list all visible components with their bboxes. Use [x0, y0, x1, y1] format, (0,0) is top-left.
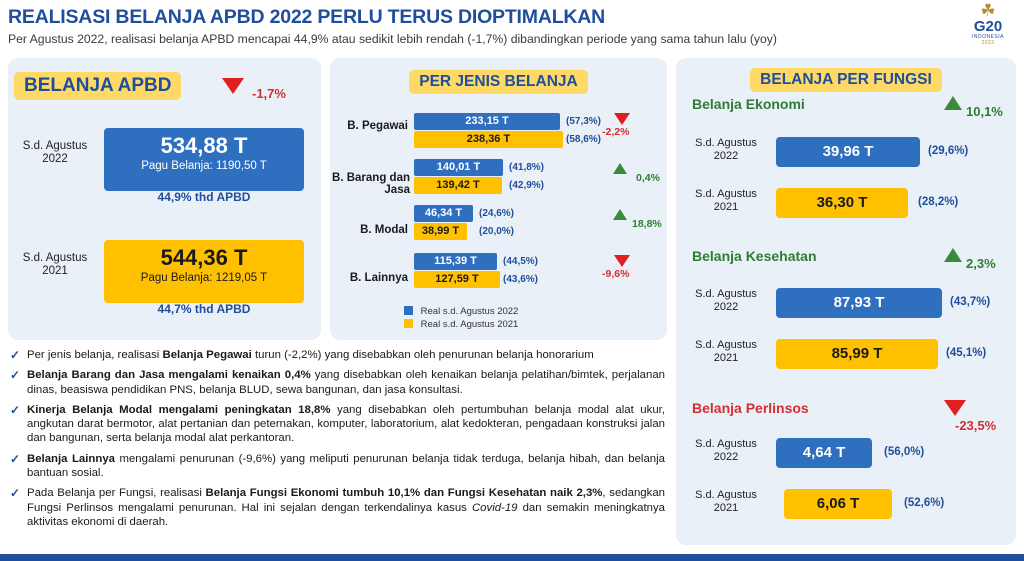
perlinsos-label-2022: S.d. Agustus 2022 [695, 438, 757, 463]
kesehatan-bar-2021: 85,99 T [776, 339, 938, 369]
ekonomi-bar-2021: 36,30 T [776, 188, 908, 218]
right-panel-title-wrap [676, 68, 1016, 92]
ekonomi-label-2022: S.d. Agustus 2022 [695, 137, 757, 162]
perlinsos-pct-2022: (56,0%) [884, 446, 925, 458]
legend-item-2022 [404, 305, 518, 318]
left-bar-2022 [104, 128, 304, 191]
check-icon: ✓ [10, 451, 21, 466]
ekonomi-bar-2022: 39,96 T [776, 137, 920, 167]
mid-bar-3-2022: 115,39 T [414, 253, 497, 270]
left-bar-2021 [104, 240, 304, 303]
left-bar-2022-amount: 534,88 T [160, 133, 248, 158]
mid-bar-1-2022: 140,01 T [414, 159, 503, 176]
kesehatan-bar-2022: 87,93 T [776, 288, 942, 318]
mid-pct-0-2021: (58,6%) [566, 134, 602, 145]
left-thd-2021: 44,7% thd APBD [157, 302, 251, 316]
check-icon: ✓ [10, 348, 21, 362]
crest-icon: ☘ [980, 1, 996, 20]
left-thd-2022: 44,9% thd APBD [157, 190, 251, 204]
check-icon: ✓ [10, 402, 21, 417]
mid-cat-label-3: B. Lainnya [349, 272, 408, 284]
mid-bar-0-2022: 233,15 T [414, 113, 560, 130]
mid-delta-0: -2,2% [602, 126, 630, 138]
g20-country: INDONESIA [971, 34, 1004, 40]
mid-bar-1-2021: 139,42 T [414, 177, 502, 194]
mid-cat-label-0: B. Pegawai [347, 120, 408, 132]
left-panel-title: BELANJA APBD [14, 72, 181, 100]
page-subtitle: Per Agustus 2022, realisasi belanja APBD mencapai 44,9% atau sedikit lebih rendah (-1,7%) dibandingkan periode yang sama tahun lalu (yoy) [8, 32, 777, 46]
ekonomi-pct-2022: (29,6%) [928, 145, 969, 157]
kesehatan-label-2021: S.d. Agustus 2021 [695, 339, 757, 364]
left-row-label-2022: S.d. Agustus 2022 [22, 140, 88, 165]
mid-pct-1-2021: (42,9%) [509, 180, 545, 191]
left-panel-delta: -1,7% [252, 86, 286, 101]
mid-trend-down-icon-3 [614, 255, 630, 267]
left-row-label-2021: S.d. Agustus 2021 [22, 252, 88, 277]
section-title-perlinsos: Belanja Perlinsos [692, 400, 809, 416]
mid-cat-label-1: B. Barang dan Jasa [332, 172, 410, 196]
legend-swatch-2022 [404, 306, 413, 315]
mid-bar-2-2022: 46,34 T [414, 205, 473, 222]
note-text: Belanja Lainnya mengalami penurunan (-9,6%) yang meliputi penurunan belanja tidak terduga, belanja hibah, dan belanja bantuan sosial. [27, 452, 666, 480]
section-delta-ekonomi: 10,1% [966, 104, 1003, 119]
note-item [10, 452, 665, 481]
mid-legend [404, 305, 518, 331]
left-panel-title-wrap [14, 72, 181, 100]
mid-pct-1-2022: (41,8%) [509, 162, 545, 173]
header [0, 0, 1024, 52]
legend-label-2021: Real s.d. Agustus 2021 [420, 319, 519, 330]
note-text: Per jenis belanja, realisasi Belanja Pegawai turun (-2,2%) yang disebabkan oleh penurunan belanja honorarium [27, 349, 594, 361]
kesehatan-pct-2022: (43,7%) [950, 296, 991, 308]
note-item [10, 486, 665, 529]
kesehatan-label-2022: S.d. Agustus 2022 [695, 288, 757, 313]
mid-cat-label-2: B. Modal [360, 224, 408, 236]
notes-list [10, 348, 665, 535]
mid-delta-3: -9,6% [602, 268, 630, 280]
section-title-kesehatan: Belanja Kesehatan [692, 248, 817, 264]
right-panel-title: BELANJA PER FUNGSI [750, 68, 942, 92]
note-text: Kinerja Belanja Modal mengalami peningkatan 18,8% yang disebabkan oleh pertumbuhan belanja modal alat ukur, angkutan darat bermotor, alat pertanian dan peternakan, komputer, laboratorium, alat kedokteran, pengadaan konstruksi jalan dan bangunan, serta belanja modal alat perkantoran. [27, 403, 665, 445]
ekonomi-trend-up-icon [944, 96, 962, 110]
left-bar-2021-amount: 544,36 T [160, 245, 248, 270]
footer-bar [0, 554, 1024, 561]
mid-pct-3-2022: (44,5%) [503, 256, 539, 267]
mid-delta-1: 0,4% [636, 172, 660, 184]
note-item [10, 403, 665, 446]
legend-label-2022: Real s.d. Agustus 2022 [420, 306, 519, 317]
legend-item-2021 [404, 318, 518, 331]
kesehatan-trend-up-icon [944, 248, 962, 262]
note-text: Belanja Barang dan Jasa mengalami kenaikan 0,4% yang disebabkan oleh kenaikan belanja pelatihan/bimtek, perjalanan dinas, beasiswa pendidikan PNS, belanja BLUD, sewa bangunan, dan jasa konsultasi. [27, 369, 665, 396]
mid-panel-title: PER JENIS BELANJA [409, 70, 587, 94]
mid-pct-3-2021: (43,6%) [503, 274, 539, 285]
ekonomi-pct-2021: (28,2%) [918, 196, 959, 208]
mid-trend-down-icon-0 [614, 113, 630, 125]
ekonomi-label-2021: S.d. Agustus 2021 [695, 188, 757, 213]
page-title: REALISASI BELANJA APBD 2022 PERLU TERUS DIOPTIMALKAN [8, 6, 606, 28]
mid-delta-2: 18,8% [632, 218, 662, 230]
left-bar-2021-pagu: Pagu Belanja: 1219,05 T [140, 272, 268, 284]
g20-logo [962, 2, 1014, 52]
g20-label: G20 [973, 18, 1003, 35]
panel-per-jenis-belanja [330, 58, 667, 340]
perlinsos-pct-2021: (52,6%) [904, 497, 945, 509]
left-bar-2022-pagu: Pagu Belanja: 1190,50 T [141, 160, 267, 172]
mid-pct-2-2021: (20,0%) [479, 226, 515, 237]
note-item [10, 368, 665, 397]
mid-bar-3-2021: 127,59 T [414, 271, 500, 288]
perlinsos-label-2021: S.d. Agustus 2021 [695, 489, 757, 514]
mid-bar-0-2021: 238,36 T [414, 131, 563, 148]
mid-pct-0-2022: (57,3%) [566, 116, 602, 127]
perlinsos-bar-2022: 4,64 T [776, 438, 872, 468]
check-icon: ✓ [10, 486, 21, 501]
mid-panel-title-wrap [330, 70, 667, 94]
perlinsos-trend-down-icon [944, 400, 966, 416]
legend-swatch-2021 [404, 319, 413, 328]
note-item [10, 348, 665, 362]
g20-year: 2022 [981, 40, 995, 46]
trend-down-icon [222, 78, 244, 94]
check-icon: ✓ [10, 368, 21, 383]
kesehatan-pct-2021: (45,1%) [946, 347, 987, 359]
mid-trend-up-icon-1 [613, 163, 627, 174]
section-delta-kesehatan: 2,3% [966, 256, 996, 271]
mid-pct-2-2022: (24,6%) [479, 208, 515, 219]
section-delta-perlinsos: -23,5% [955, 418, 997, 433]
perlinsos-bar-2021: 6,06 T [784, 489, 892, 519]
mid-bar-2-2021: 38,99 T [414, 223, 467, 240]
mid-trend-up-icon-2 [613, 209, 627, 220]
note-text: Pada Belanja per Fungsi, realisasi Belanja Fungsi Ekonomi tumbuh 10,1% dan Fungsi Kesehatan naik 2,3%, sedangkan Fungsi Perlinsos mengalami penurunan. Hal ini sejalan dengan terkendalinya kasus Covid-19 dan semakin meningkatnya aktivitas ekonomi di daerah. [27, 487, 665, 528]
section-title-ekonomi: Belanja Ekonomi [692, 96, 805, 112]
